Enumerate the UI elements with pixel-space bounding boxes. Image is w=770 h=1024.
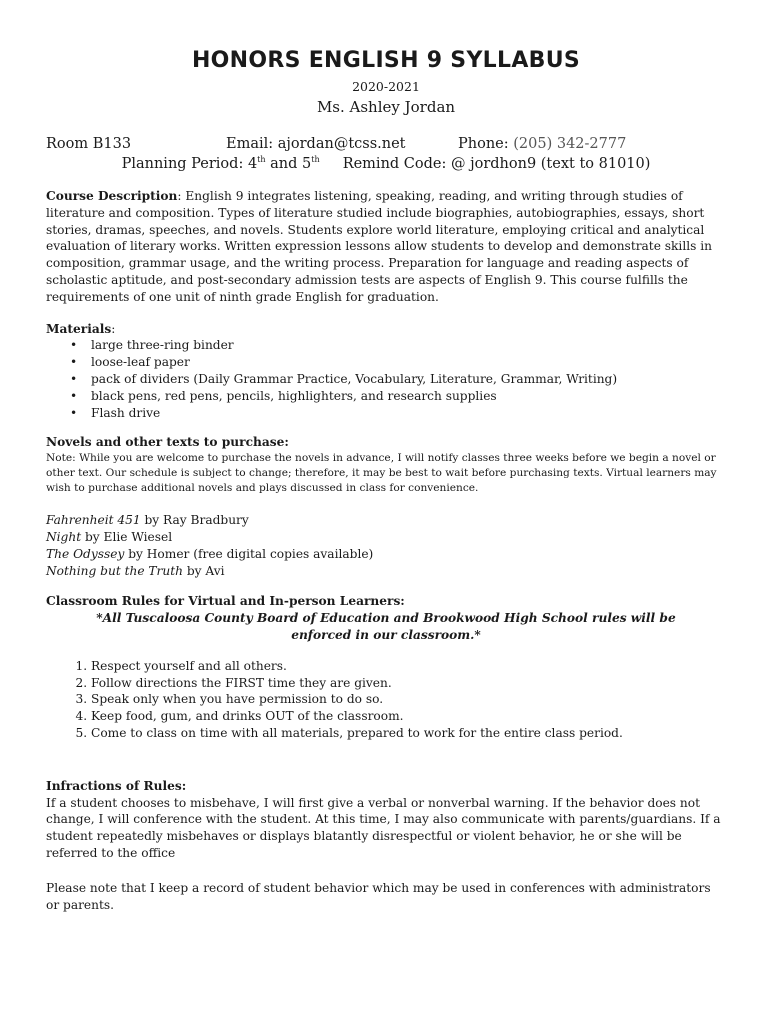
book-item [46, 563, 726, 580]
planning-sup-2: th [311, 155, 320, 165]
planning-period [122, 156, 320, 172]
list-item: 4. Keep food, gum, and drinks OUT of the classroom. [91, 708, 726, 725]
book-title: Nothing but the Truth [46, 563, 183, 578]
book-author: by Elie Wiesel [81, 529, 173, 544]
planning-prefix: Planning Period: 4 [121, 156, 258, 172]
book-title: Fahrenheit 451 [46, 513, 141, 528]
materials-section [46, 321, 726, 422]
book-author: by Ray Bradbury [140, 513, 249, 528]
book-list [46, 512, 726, 579]
rules-heading: Classroom Rules for Virtual and In-person Learners: [46, 594, 405, 609]
materials-list [46, 337, 726, 421]
book-item [46, 529, 726, 546]
course-description-label: Course Description [46, 189, 178, 203]
infractions-text: If a student chooses to misbehave, I will first give a verbal or nonverbal warning. If the behavior does not change, I will conference with the student. At this time, I may also communicate with parents/guardians. If a student repeatedly misbehaves or displays blatantly disrespectful or violent behavior, he or she will be referred to the office [46, 795, 721, 860]
course-description [46, 188, 726, 306]
school-year: 2020-2021 [352, 79, 420, 94]
rules-enforced-note: *All Tuscaloosa County Board of Education and Brookwood High School rules will be enforced in our classroom.* [96, 611, 676, 642]
planning-mid: and 5 [265, 156, 312, 172]
record-note: Please note that I keep a record of student behavior which may be used in conferences with administrators or parents. [46, 880, 711, 912]
book-title: Night [46, 529, 82, 544]
list-item: • loose-leaf paper [70, 354, 726, 371]
rules-section [46, 593, 726, 741]
contact-info [46, 134, 726, 174]
list-item: • black pens, red pens, pencils, highlighters, and research supplies [70, 388, 726, 405]
list-item: • Flash drive [70, 405, 726, 422]
novels-note: Note: While you are welcome to purchase the novels in advance, I will notify classes three weeks before we begin a novel or other text. Our schedule is subject to change; therefore, it may be best to wait before purchasing texts. Virtual learners may wish to purchase additional novels and plays discussed in class for convenience. [46, 452, 717, 495]
infractions-section [46, 778, 726, 914]
room-number: Room B133 [46, 136, 132, 152]
list-item: • pack of dividers (Daily Grammar Practice, Vocabulary, Literature, Grammar, Writing) [70, 371, 726, 388]
phone-value: (205) 342-2777 [513, 136, 627, 152]
infractions-heading: Infractions of Rules: [46, 778, 187, 793]
book-author: by Avi [182, 563, 225, 578]
rules-list [46, 658, 726, 742]
novels-section [46, 434, 726, 579]
list-item: 2. Follow directions the FIRST time they are given. [91, 675, 726, 692]
phone-label: Phone: [458, 136, 514, 152]
book-author: by Homer (free digital copies available) [124, 546, 374, 561]
materials-label: Materials [46, 321, 112, 336]
email-address: Email: ajordan@tcss.net [226, 136, 406, 152]
book-item [46, 546, 726, 563]
syllabus-page [46, 48, 726, 913]
list-item: 5. Come to class on time with all materials, prepared to work for the entire class period. [91, 725, 726, 742]
phone-number [458, 134, 626, 154]
materials-colon: : [111, 321, 116, 336]
teacher-name: Ms. Ashley Jordan [316, 98, 456, 116]
page-title: HONORS ENGLISH 9 SYLLABUS [191, 48, 581, 73]
list-item: • large three-ring binder [70, 337, 726, 354]
novels-heading: Novels and other texts to purchase: [46, 435, 289, 450]
book-title: The Odyssey [46, 546, 125, 561]
planning-sup-1: th [257, 155, 266, 165]
list-item: 3. Speak only when you have permission to do so. [91, 691, 726, 708]
remind-code: Remind Code: @ jordhon9 (text to 81010) [342, 156, 651, 172]
course-description-text: : English 9 integrates listening, speaking, reading, and writing through studies of literature and composition. Types of literature studied include biographies, autobiographies, essays, short stories, dramas, speeches, and novels. Students explore world literature, employing critical and analytical evaluation of literary works. Written expression lessons allow students to develop and demonstrate skills in composition, grammar usage, and the writing process. Preparation for language and reading aspects of scholastic aptitude, and post-secondary admission tests are aspects of English 9. This course fulfills the requirements of one unit of ninth grade English for graduation. [46, 189, 712, 304]
book-item [46, 512, 726, 529]
list-item: 1. Respect yourself and all others. [91, 658, 726, 675]
